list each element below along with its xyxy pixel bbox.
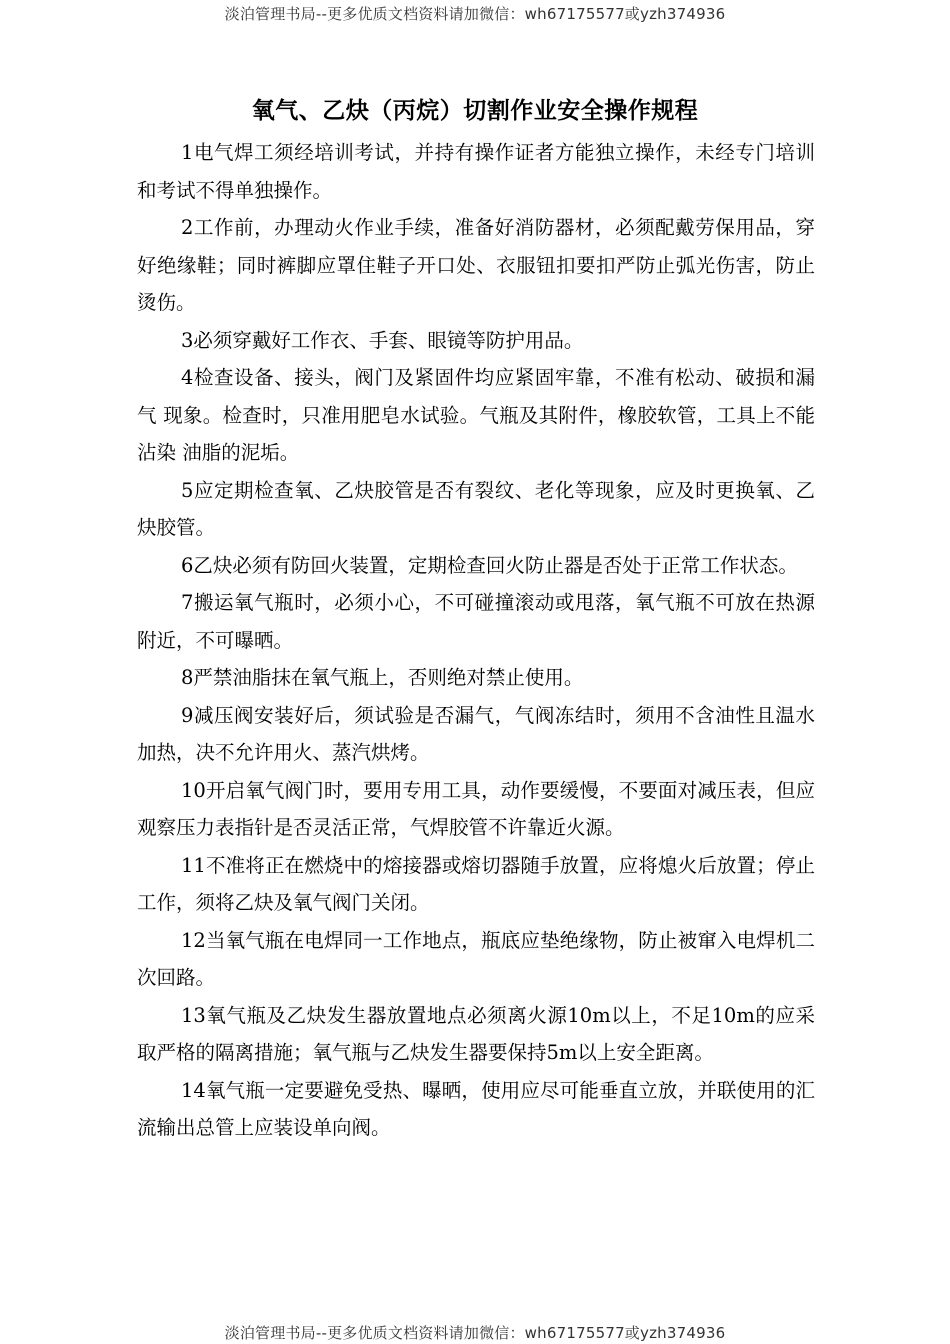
paragraph-6: 6乙炔必须有防回火装置，定期检查回火防止器是否处于正常工作状态。 — [181, 553, 798, 577]
paragraph-2: 2工作前，办理动火作业手续，准备好消防器材，必须配戴劳保用品，穿好绝缘鞋；同时裤脚应罩住鞋子开口处、衣服钮扣要扣严防止弧光伤害，防止烫伤。 — [137, 216, 815, 314]
paragraph-12: 12当氧气瓶在电焊同一工作地点，瓶底应垫绝缘物，防止被窜入电焊机二次回路。 — [137, 928, 815, 989]
paragraph-8: 8严禁油脂抹在氧气瓶上，否则绝对禁止使用。 — [181, 666, 584, 689]
paragraph-14: 14氧气瓶一定要避免受热、曝晒，使用应尽可能垂直立放，并联使用的汇流输出总管上应装设单向阀。 — [137, 1078, 815, 1139]
paragraph-10: 10开启氧气阀门时，要用专用工具，动作要缓慢，不要面对减压表，但应观察压力表指针是否灵活正常，气焊胶管不许靠近火源。 — [137, 778, 815, 839]
paragraph-9: 9减压阀安装好后，须试验是否漏气，气阀冻结时，须用不含油性且温水加热，决不允许用火、蒸汽烘烤。 — [137, 703, 815, 764]
paragraph-5: 5应定期检查氧、乙炔胶管是否有裂纹、老化等现象，应及时更换氧、乙炔胶管。 — [137, 478, 815, 539]
paragraph-13: 13氧气瓶及乙炔发生器放置地点必须离火源10m以上，不足10m的应采取严格的隔离措施；氧气瓶与乙炔发生器要保持5m以上安全距离。 — [137, 1003, 815, 1064]
document-body — [137, 134, 815, 1147]
paragraph-3: 3必须穿戴好工作衣、手套、眼镜等防护用品。 — [181, 328, 584, 352]
paragraph-1: 1电气焊工须经培训考试，并持有操作证者方能独立操作，未经专门培训和考试不得单独操作。 — [137, 141, 815, 202]
paragraph-11: 11不准将正在燃烧中的熔接器或熔切器随手放置，应将熄火后放置；停止工作，须将乙炔及氧气阀门关闭。 — [137, 853, 815, 914]
document-title: 氧气、乙炔（丙烷）切割作业安全操作规程 — [251, 98, 699, 124]
page-footer: 淡泊管理书局--更多优质文档资料请加微信：wh67175577或yzh374936 — [224, 1324, 726, 1342]
paragraph-7: 7搬运氧气瓶时，必须小心，不可碰撞滚动或甩落，氧气瓶不可放在热源附近，不可曝晒。 — [137, 591, 815, 652]
paragraph-4: 4检查设备、接头，阀门及紧固件均应紧固牢靠，不准有松动、破损和漏气 现象。检查时，只准用肥皂水试验。气瓶及其附件，橡胶软管，工具上不能沾染 油脂的泥垢。 — [137, 366, 815, 464]
page-header: 淡泊管理书局--更多优质文档资料请加微信：wh67175577或yzh374936 — [224, 5, 726, 23]
